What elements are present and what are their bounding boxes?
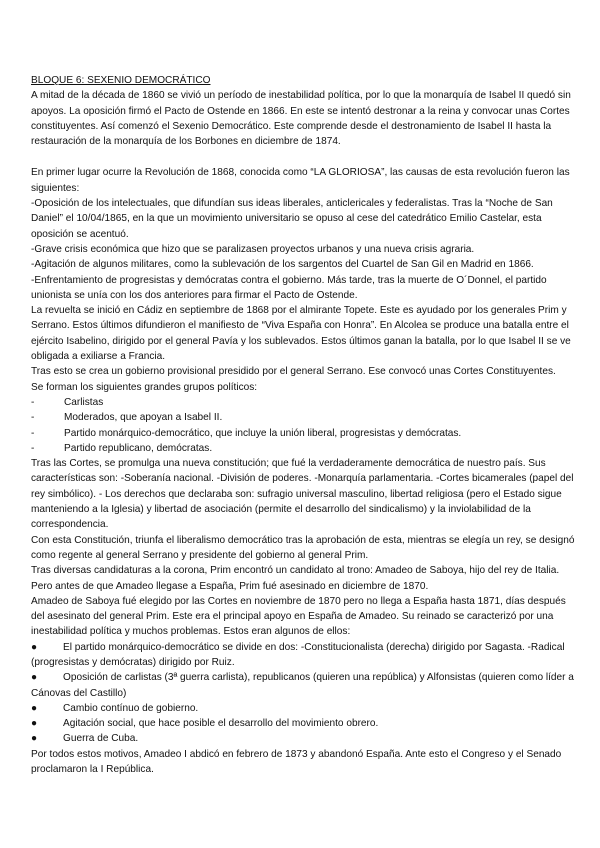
list-item-text: Guerra de Cuba. (63, 733, 139, 745)
bullet-marker: ● (31, 733, 38, 745)
paragraph: Se forman los siguientes grandes grupos políticos: (31, 381, 258, 393)
bullet-marker: ● (31, 702, 38, 714)
list-item-text: Carlistas (64, 396, 104, 408)
list-item (31, 410, 575, 425)
list-item (31, 670, 575, 701)
conclusion-paragraph: Por todos estos motivos, Amadeo I abdicó en febrero de 1873 y abandonó España. Ante esto el Congreso y el Senado proclamaron la I República. (31, 748, 562, 776)
bullet-marker: ● (31, 641, 38, 653)
list-item-text: Partido republicano, demócratas. (64, 442, 213, 454)
paragraph: -Oposición de los intelectuales, que difundían sus ideas liberales, anticlericales y federalistas. Tras la “Noche de San Daniel” el 10/04/1865, en la que un movimiento universitario se opuso al cese del catedrático Emilio Castelar, esta oposición se acentuó. (31, 198, 553, 240)
list-item-text: Agitación social, que hace posible el desarrollo del movimiento obrero. (63, 718, 379, 730)
list-item (31, 640, 575, 671)
paragraph: Tras las Cortes, se promulga una nueva constitución; que fué la verdaderamente democrática de nuestro país. Sus características son: -Soberanía nacional. -División de poderes. -Monarquía parlamentaria. -Cortes bicamerales (papel del rey simbólico). - Los derechos que declaraba son: sufragio universal masculino, libertad religiosa (pero el Estado sigue manteniendo a la Iglesia) y libertad de asociación (permite el desarrollo del sindicalismo) y la inviolabilidad de la correspondencia. (31, 458, 574, 531)
paragraph: La revuelta se inició en Cádiz en septiembre de 1868 por el almirante Topete. Este es ayudado por los generales Prim y Serrano. Estos últimos difundieron el manifiesto de “Viva España con Honra”. En Alcolea se produce una batalla entre el ejército Isabelino, dirigido por el general Pavía y los sublevados. Estos últimos ganan la batalla, por lo que Isabel II se ve obligada a exiliarse a Francia. (31, 305, 571, 363)
political-groups-list (31, 395, 575, 456)
list-item-text: Oposición de carlistas (3ª guerra carlista), republicanos (quieren una república) y Alfonsistas (quieren como líder a Cánovas del Castillo) (31, 672, 574, 699)
paragraph: -Enfrentamiento de progresistas y demócratas contra el gobierno. Más tarde, tras la muerte de O´Donnel, el partido unionista se unía con los dos anteriores para firmar el Pacto de Ostende. (31, 274, 547, 301)
dash-marker: - (31, 396, 35, 408)
list-item (31, 716, 575, 731)
list-item-text: Moderados, que apoyan a Isabel II. (64, 412, 223, 424)
paragraph: Tras esto se crea un gobierno provisional presidido por el general Serrano. Ese convocó unas Cortes Constituyentes. (31, 366, 556, 378)
paragraph: En primer lugar ocurre la Revolución de 1868, conocida como “LA GLORIOSA”, las causas de esta revolución fueron las siguientes: (31, 167, 570, 194)
problems-list (31, 640, 575, 747)
bullet-marker: ● (31, 672, 38, 684)
bullet-marker: ● (31, 718, 38, 730)
paragraph: -Agitación de algunos militares, como la sublevación de los sargentos del Cuartel de San Gil en Madrid en 1866. (31, 259, 534, 271)
dash-marker: - (31, 442, 35, 454)
dash-marker: - (31, 427, 35, 439)
list-item-text: El partido monárquico-democrático se divide en dos: -Constitucionalista (derecha) dirigido por Sagasta. -Radical (progresistas y demócratas) dirigido por Ruiz. (31, 641, 565, 668)
dash-marker: - (31, 412, 35, 424)
list-item-text: Cambio contínuo de gobierno. (63, 702, 199, 714)
intro-paragraph: A mitad de la década de 1860 se vivió un período de inestabilidad política, por lo que la monarquía de Isabel II quedó sin apoyos. La oposición firmó el Pacto de Ostende en 1866. En este se intentó destronar a la reina y convocar unas Cortes constituyentes. Así comenzó el Sexenio Democrático. Este comprende desde el destronamiento de Isabel II hasta la restauración de la monarquía de los Borbones en diciembre de 1874. (31, 90, 571, 148)
paragraph: Amadeo de Saboya fué elegido por las Cortes en noviembre de 1870 pero no llega a España hasta 1871, días después del asesinato del general Prim. Este era el principal apoyo en España de Amadeo. Su reinado se caracterizó por una inestabilidad política y muchos problemas. Estos eran algunos de ellos: (31, 595, 566, 638)
paragraph: -Grave crisis económica que hizo que se paralizasen proyectos urbanos y una nueva crisis agraria. (31, 243, 475, 255)
list-item-text: Partido monárquico-democrático, que incluye la unión liberal, progresistas y demócratas. (64, 427, 462, 439)
paragraph: Con esta Constitución, triunfa el liberalismo democrático tras la aprobación de esta, mientras se elegía un rey, se designó como regente al general Serrano y presidente del gobierno al general Prim. (31, 534, 575, 561)
document-title: BLOQUE 6: SEXENIO DEMOCRÁTICO (31, 75, 211, 86)
paragraph-gap (31, 149, 575, 165)
list-item (31, 441, 575, 456)
list-item (31, 426, 575, 441)
document-body (31, 73, 575, 777)
paragraph: Tras diversas candidaturas a la corona, Prim encontró un candidato al trono: Amadeo de Saboya, hijo del rey de Italia. Pero antes de que Amadeo llegase a España, Prim fué asesinado en diciembre de 1870. (31, 565, 560, 592)
list-item (31, 701, 575, 716)
list-item (31, 395, 575, 410)
list-item (31, 731, 575, 746)
